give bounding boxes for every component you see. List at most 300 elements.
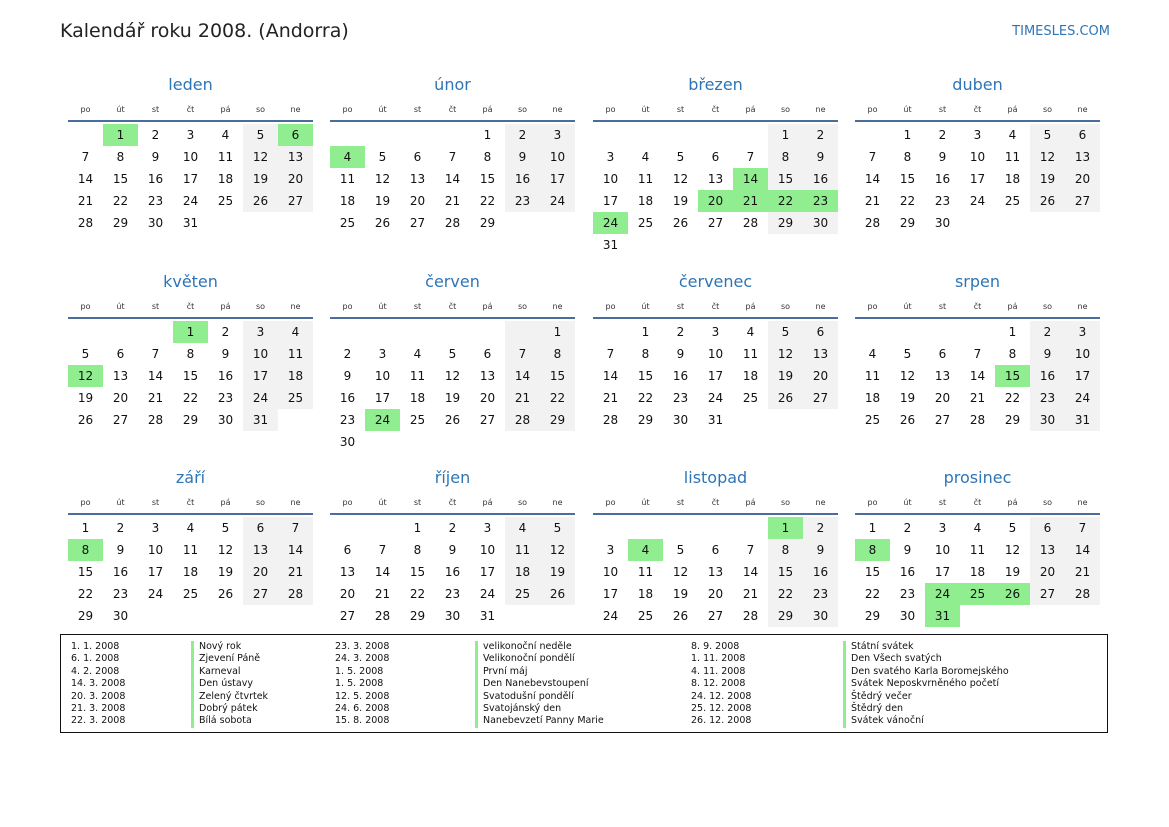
empty-cell (330, 124, 365, 146)
day-cell: 15 (637, 369, 654, 383)
month-leden (68, 74, 313, 234)
day-cell: 18 (409, 391, 426, 405)
weekday-label: pá (1007, 105, 1018, 114)
day-grid (593, 321, 838, 431)
day-cell: 6 (711, 150, 720, 164)
legend-date: 20. 3. 2008 (71, 690, 126, 702)
empty-cell (330, 321, 365, 343)
weekday-label: ne (552, 498, 563, 507)
empty-cell (435, 124, 470, 146)
day-cell: 28 (505, 409, 540, 431)
day-cell: 23 (899, 587, 916, 601)
day-cell: 22 (479, 194, 496, 208)
day-cell: 17 (479, 565, 496, 579)
day-cell: 18 (182, 565, 199, 579)
day-cell: 12 (540, 539, 575, 561)
empty-cell (330, 517, 365, 539)
empty-cell (855, 321, 890, 343)
weekday-label: po (867, 302, 878, 311)
weekday-label: ne (815, 105, 826, 114)
day-cell: 19 (672, 194, 689, 208)
empty-cell (733, 124, 768, 146)
day-cell: 17 (969, 172, 986, 186)
day-cell: 26 (374, 216, 391, 230)
weekday-label: čt (973, 498, 982, 507)
weekday-header (68, 493, 313, 515)
empty-cell (400, 124, 435, 146)
day-cell: 7 (505, 343, 540, 365)
day-cell: 28 (742, 216, 759, 230)
day-cell: 9 (938, 150, 947, 164)
legend-date: 25. 12. 2008 (691, 703, 752, 715)
day-cell: 21 (602, 391, 619, 405)
empty-cell (855, 124, 890, 146)
day-cell: 1 (81, 521, 90, 535)
month-name: červenec (678, 272, 753, 291)
weekday-label: po (80, 302, 91, 311)
day-cell: 23 (217, 391, 234, 405)
day-cell: 9 (116, 543, 125, 557)
legend-date: 1. 11. 2008 (691, 653, 746, 665)
day-cell: 14 (864, 172, 881, 186)
day-cell: 2 (116, 521, 125, 535)
day-cell: 27 (479, 413, 496, 427)
empty-cell (505, 321, 540, 343)
day-cell: 10 (182, 150, 199, 164)
day-cell: 30 (217, 413, 234, 427)
legend-name: Svátek Neposkvrněného početí (843, 678, 1009, 690)
day-cell: 20 (278, 168, 313, 190)
day-cell: 23 (339, 413, 356, 427)
weekday-label: pá (1007, 498, 1018, 507)
day-cell: 14 (1065, 539, 1100, 561)
weekday-label: út (641, 498, 650, 507)
weekday-label: so (1042, 302, 1053, 311)
day-cell: 22 (409, 587, 426, 601)
weekday-header (593, 100, 838, 122)
legend-date: 15. 8. 2008 (335, 715, 390, 727)
day-cell: 2 (938, 128, 947, 142)
weekday-label: út (116, 498, 125, 507)
legend-name: Nový rok (191, 641, 268, 653)
day-cell: 25 (339, 216, 356, 230)
weekday-label: ne (290, 105, 301, 114)
empty-cell (470, 321, 505, 343)
day-cell: 31 (479, 609, 496, 623)
weekday-label: ne (552, 105, 563, 114)
day-cell: 30 (899, 609, 916, 623)
weekday-label: st (676, 498, 685, 507)
weekday-label: st (676, 302, 685, 311)
legend-name: Den ústavy (191, 678, 268, 690)
day-cell: 4 (221, 128, 230, 142)
weekday-label: pá (482, 302, 493, 311)
day-cell: 12 (1030, 146, 1065, 168)
empty-cell (663, 124, 698, 146)
weekday-label: út (641, 105, 650, 114)
day-cell: 3 (186, 128, 195, 142)
day-cell: 4 (868, 347, 877, 361)
day-grid (68, 321, 313, 431)
day-cell: 25 (505, 583, 540, 605)
day-cell: 21 (444, 194, 461, 208)
day-cell: 24 (707, 391, 724, 405)
day-cell: 2 (1030, 321, 1065, 343)
weekday-header (330, 493, 575, 515)
day-cell: 12 (768, 343, 803, 365)
holiday-legend (60, 634, 1108, 733)
day-cell: 10 (934, 543, 951, 557)
day-cell: 30 (672, 413, 689, 427)
day-cell: 16 (803, 168, 838, 190)
day-cell: 25 (637, 609, 654, 623)
month-name: srpen (954, 272, 1001, 291)
day-cell: 26 (1030, 190, 1065, 212)
day-cell: 29 (182, 413, 199, 427)
day-cell: 6 (803, 321, 838, 343)
day-cell: 5 (243, 124, 278, 146)
weekday-label: st (413, 105, 422, 114)
weekday-header (68, 297, 313, 319)
weekday-label: pá (220, 498, 231, 507)
day-cell: 17 (934, 565, 951, 579)
day-cell: 22 (112, 194, 129, 208)
day-cell: 24 (1065, 387, 1100, 409)
day-cell: 9 (221, 347, 230, 361)
day-cell: 19 (77, 391, 94, 405)
weekday-label: pá (745, 302, 756, 311)
legend-name: Štědrý den (843, 703, 1009, 715)
day-cell: 14 (147, 369, 164, 383)
day-cell: 2 (803, 124, 838, 146)
day-cell: 26 (672, 216, 689, 230)
holiday-day-cell: 4 (330, 146, 365, 168)
day-cell: 4 (186, 521, 195, 535)
month-září (68, 467, 313, 627)
day-cell: 1 (540, 321, 575, 343)
day-cell: 29 (864, 609, 881, 623)
holiday-day-cell: 12 (68, 365, 103, 387)
weekday-label: čt (973, 105, 982, 114)
day-cell: 9 (676, 347, 685, 361)
day-cell: 22 (182, 391, 199, 405)
day-cell: 18 (339, 194, 356, 208)
day-cell: 29 (899, 216, 916, 230)
legend-names-col-1 (191, 641, 268, 728)
day-cell: 8 (186, 347, 195, 361)
day-cell: 3 (606, 543, 615, 557)
day-cell: 26 (217, 587, 234, 601)
holiday-day-cell: 25 (960, 583, 995, 605)
day-cell: 5 (221, 521, 230, 535)
day-cell: 16 (339, 391, 356, 405)
day-cell: 15 (540, 365, 575, 387)
weekday-label: pá (482, 498, 493, 507)
day-cell: 7 (448, 150, 457, 164)
day-cell: 17 (1065, 365, 1100, 387)
weekday-label: st (413, 302, 422, 311)
day-cell: 13 (278, 146, 313, 168)
legend-date: 14. 3. 2008 (71, 678, 126, 690)
empty-cell (365, 321, 400, 343)
day-cell: 7 (278, 517, 313, 539)
day-cell: 7 (81, 150, 90, 164)
day-cell: 4 (641, 150, 650, 164)
day-cell: 15 (864, 565, 881, 579)
day-cell: 9 (903, 543, 912, 557)
day-cell: 4 (746, 325, 755, 339)
day-cell: 12 (243, 146, 278, 168)
weekday-label: pá (220, 105, 231, 114)
day-grid (68, 124, 313, 234)
day-cell: 5 (81, 347, 90, 361)
day-cell: 23 (1030, 387, 1065, 409)
day-cell: 31 (1065, 409, 1100, 431)
day-cell: 27 (243, 583, 278, 605)
day-cell: 23 (147, 194, 164, 208)
day-cell: 24 (479, 587, 496, 601)
day-cell: 21 (505, 387, 540, 409)
day-cell: 27 (707, 609, 724, 623)
day-cell: 7 (746, 543, 755, 557)
day-cell: 23 (444, 587, 461, 601)
weekday-label: čt (448, 498, 457, 507)
day-cell: 31 (182, 216, 199, 230)
day-cell: 16 (217, 369, 234, 383)
day-cell: 8 (641, 347, 650, 361)
day-cell: 10 (707, 347, 724, 361)
day-cell: 16 (672, 369, 689, 383)
holiday-day-cell: 24 (925, 583, 960, 605)
day-cell: 3 (483, 521, 492, 535)
day-cell: 13 (934, 369, 951, 383)
legend-name: Štědrý večer (843, 691, 1009, 703)
day-cell: 3 (938, 521, 947, 535)
day-cell: 4 (505, 517, 540, 539)
day-cell: 3 (243, 321, 278, 343)
month-březen (593, 74, 838, 256)
legend-name: Dobrý pátek (191, 703, 268, 715)
weekday-label: po (80, 498, 91, 507)
day-cell: 19 (1004, 565, 1021, 579)
day-grid (330, 321, 575, 453)
day-cell: 16 (1030, 365, 1065, 387)
day-cell: 11 (278, 343, 313, 365)
day-cell: 30 (444, 609, 461, 623)
weekday-label: po (342, 302, 353, 311)
day-cell: 5 (676, 150, 685, 164)
empty-cell (365, 517, 400, 539)
day-cell: 6 (938, 347, 947, 361)
day-cell: 4 (1008, 128, 1017, 142)
weekday-label: pá (220, 302, 231, 311)
day-cell: 18 (864, 391, 881, 405)
day-cell: 14 (505, 365, 540, 387)
empty-cell (663, 517, 698, 539)
weekday-header (593, 493, 838, 515)
day-cell: 8 (903, 150, 912, 164)
legend-name: Den Všech svatých (843, 653, 1009, 665)
day-cell: 23 (803, 583, 838, 605)
day-cell: 21 (374, 587, 391, 601)
day-cell: 17 (374, 391, 391, 405)
empty-cell (68, 321, 103, 343)
legend-dates-col-2 (335, 641, 389, 728)
day-cell: 15 (409, 565, 426, 579)
day-cell: 28 (278, 583, 313, 605)
holiday-day-cell: 24 (365, 409, 400, 431)
day-cell: 30 (934, 216, 951, 230)
day-cell: 21 (278, 561, 313, 583)
day-cell: 9 (505, 146, 540, 168)
day-cell: 28 (742, 609, 759, 623)
day-cell: 28 (77, 216, 94, 230)
day-cell: 22 (864, 587, 881, 601)
day-cell: 11 (505, 539, 540, 561)
weekday-label: čt (448, 105, 457, 114)
weekday-label: po (342, 105, 353, 114)
day-cell: 9 (448, 543, 457, 557)
day-cell: 25 (182, 587, 199, 601)
month-červenec (593, 271, 838, 431)
weekday-header (68, 100, 313, 122)
day-cell: 13 (707, 565, 724, 579)
weekday-label: po (605, 105, 616, 114)
weekday-label: čt (711, 498, 720, 507)
day-cell: 21 (147, 391, 164, 405)
month-říjen (330, 467, 575, 627)
weekday-label: so (780, 105, 791, 114)
empty-cell (733, 517, 768, 539)
day-cell: 2 (505, 124, 540, 146)
day-cell: 5 (1008, 521, 1017, 535)
weekday-header (330, 100, 575, 122)
day-cell: 29 (112, 216, 129, 230)
legend-names-col-2 (475, 641, 604, 728)
weekday-label: út (641, 302, 650, 311)
day-cell: 28 (374, 609, 391, 623)
day-cell: 12 (672, 565, 689, 579)
day-cell: 13 (409, 172, 426, 186)
day-cell: 30 (339, 435, 356, 449)
day-cell: 22 (899, 194, 916, 208)
day-cell: 25 (637, 216, 654, 230)
day-cell: 13 (1065, 146, 1100, 168)
day-cell: 14 (278, 539, 313, 561)
legend-name: Karneval (191, 666, 268, 678)
day-cell: 19 (217, 565, 234, 579)
day-cell: 26 (540, 583, 575, 605)
holiday-day-cell: 20 (698, 190, 733, 212)
day-cell: 1 (641, 325, 650, 339)
empty-cell (698, 517, 733, 539)
day-cell: 29 (77, 609, 94, 623)
weekday-label: ne (290, 302, 301, 311)
weekday-label: po (867, 105, 878, 114)
day-cell: 14 (742, 565, 759, 579)
day-cell: 16 (899, 565, 916, 579)
day-cell: 7 (746, 150, 755, 164)
legend-date: 8. 9. 2008 (691, 641, 740, 652)
holiday-day-cell: 8 (855, 539, 890, 561)
day-cell: 2 (221, 325, 230, 339)
day-cell: 12 (899, 369, 916, 383)
day-cell: 29 (768, 605, 803, 627)
day-cell: 5 (540, 517, 575, 539)
day-cell: 18 (637, 587, 654, 601)
day-cell: 10 (1065, 343, 1100, 365)
day-cell: 24 (969, 194, 986, 208)
day-cell: 11 (217, 150, 234, 164)
day-cell: 27 (707, 216, 724, 230)
weekday-label: st (151, 105, 160, 114)
holiday-day-cell: 26 (995, 583, 1030, 605)
empty-cell (68, 124, 103, 146)
empty-cell (925, 321, 960, 343)
site-link[interactable]: TIMESLES.COM (1012, 24, 1110, 39)
legend-name: Státní svátek (843, 641, 1009, 653)
day-cell: 3 (1065, 321, 1100, 343)
month-červen (330, 271, 575, 453)
day-cell: 6 (413, 150, 422, 164)
legend-name: První máj (475, 666, 604, 678)
day-cell: 16 (934, 172, 951, 186)
day-cell: 4 (973, 521, 982, 535)
day-cell: 6 (343, 543, 352, 557)
day-cell: 7 (868, 150, 877, 164)
weekday-label: ne (1077, 498, 1088, 507)
legend-name: Svatojánský den (475, 703, 604, 715)
month-name: leden (168, 75, 213, 94)
weekday-label: pá (482, 105, 493, 114)
day-cell: 20 (803, 365, 838, 387)
empty-cell (890, 321, 925, 343)
day-cell: 20 (409, 194, 426, 208)
day-cell: 31 (602, 238, 619, 252)
weekday-label: čt (448, 302, 457, 311)
day-cell: 21 (1065, 561, 1100, 583)
day-grid (68, 517, 313, 627)
legend-name: Velikonoční pondělí (475, 653, 604, 665)
empty-cell (628, 517, 663, 539)
day-cell: 11 (637, 565, 654, 579)
day-cell: 10 (602, 172, 619, 186)
legend-date: 26. 12. 2008 (691, 715, 752, 727)
day-cell: 18 (969, 565, 986, 579)
day-cell: 3 (711, 325, 720, 339)
day-cell: 19 (1030, 168, 1065, 190)
empty-cell (138, 321, 173, 343)
day-cell: 17 (182, 172, 199, 186)
legend-date: 24. 6. 2008 (335, 703, 390, 715)
day-cell: 25 (864, 413, 881, 427)
legend-date: 21. 3. 2008 (71, 703, 126, 715)
day-cell: 6 (116, 347, 125, 361)
day-cell: 19 (444, 391, 461, 405)
day-cell: 18 (505, 561, 540, 583)
day-cell: 15 (768, 168, 803, 190)
weekday-label: út (116, 302, 125, 311)
day-cell: 18 (278, 365, 313, 387)
day-cell: 30 (112, 609, 129, 623)
day-cell: 9 (151, 150, 160, 164)
legend-date: 24. 12. 2008 (691, 690, 752, 702)
weekday-label: so (255, 105, 266, 114)
day-cell: 27 (934, 413, 951, 427)
day-cell: 9 (1030, 343, 1065, 365)
legend-date: 1. 5. 2008 (335, 665, 384, 677)
weekday-label: ne (552, 302, 563, 311)
